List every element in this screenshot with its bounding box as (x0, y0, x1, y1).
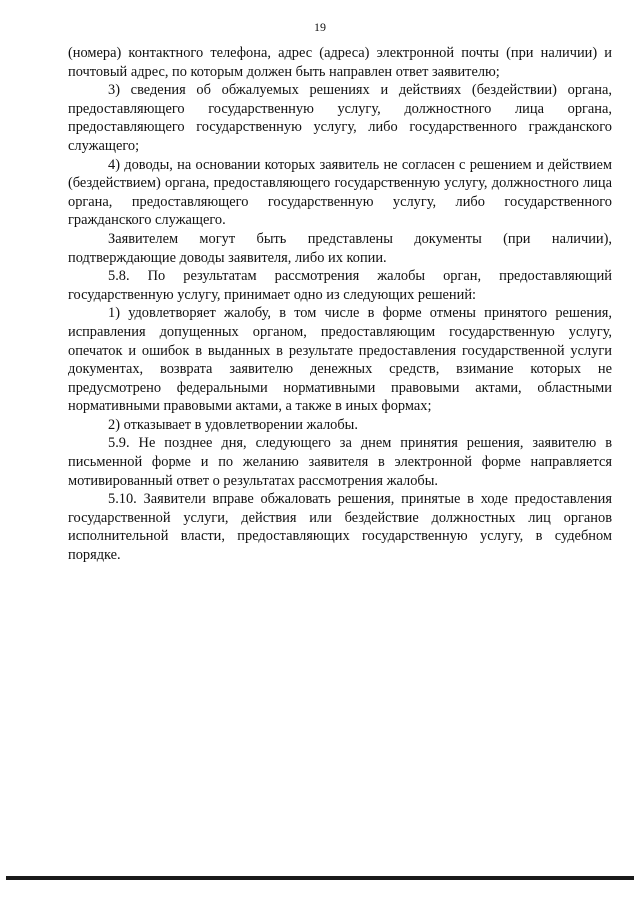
paragraph-decision-1: 1) удовлетворяет жалобу, в том числе в форме отмены принятого решения, исправления допущенных органом, предоставляющим государственную услугу, опечаток и ошибок в выданных в результате предоставления государственной услуги документах, возврата заявителю денежных средств, взимание которых не предусмотрено федеральными нормативными правовыми актами, областными нормативными правовыми актами, а также в иных формах; (68, 305, 612, 415)
bottom-scan-border (6, 876, 634, 880)
paragraph-item-4: 4) доводы, на основании которых заявитель не согласен с решением и действием (бездействием) органа, предоставляющего государственную услугу, должностного лица органа, предоставляющего государственную услугу, либо государственного гражданского служащего. (68, 156, 612, 229)
paragraph-item-3: 3) сведения об обжалуемых решениях и действиях (бездействии) органа, предоставляющего государственную услугу, должностного лица органа, предоставляющего государственную услугу, либо государственного гражданского служащего; (68, 82, 612, 154)
document-body (68, 44, 612, 565)
paragraph-5-8: 5.8. По результатам рассмотрения жалобы орган, предоставляющий государственную услугу, принимает одно из следующих решений: (68, 268, 612, 303)
paragraph-5-9: 5.9. Не позднее дня, следующего за днем принятия решения, заявителю в письменной форме и по желанию заявителя в электронной форме направляется мотивированный ответ о результатах рассмотрения жалобы. (68, 435, 612, 489)
paragraph-contact-address: (номера) контактного телефона, адрес (адреса) электронной почты (при наличии) и почтовый адрес, по которым должен быть направлен ответ заявителю; (68, 45, 612, 80)
page-number: 19 (314, 20, 326, 34)
paragraph-5-10: 5.10. Заявители вправе обжаловать решения, принятые в ходе предоставления государственной услуги, действия или бездействие должностных лиц органов исполнительной власти, предоставляющих государственную услугу, в судебном порядке. (68, 491, 612, 564)
paragraph-documents: Заявителем могут быть представлены документы (при наличии), подтверждающие доводы заявителя, либо их копии. (68, 230, 612, 266)
paragraph-decision-2: 2) отказывает в удовлетворении жалобы. (108, 416, 358, 433)
